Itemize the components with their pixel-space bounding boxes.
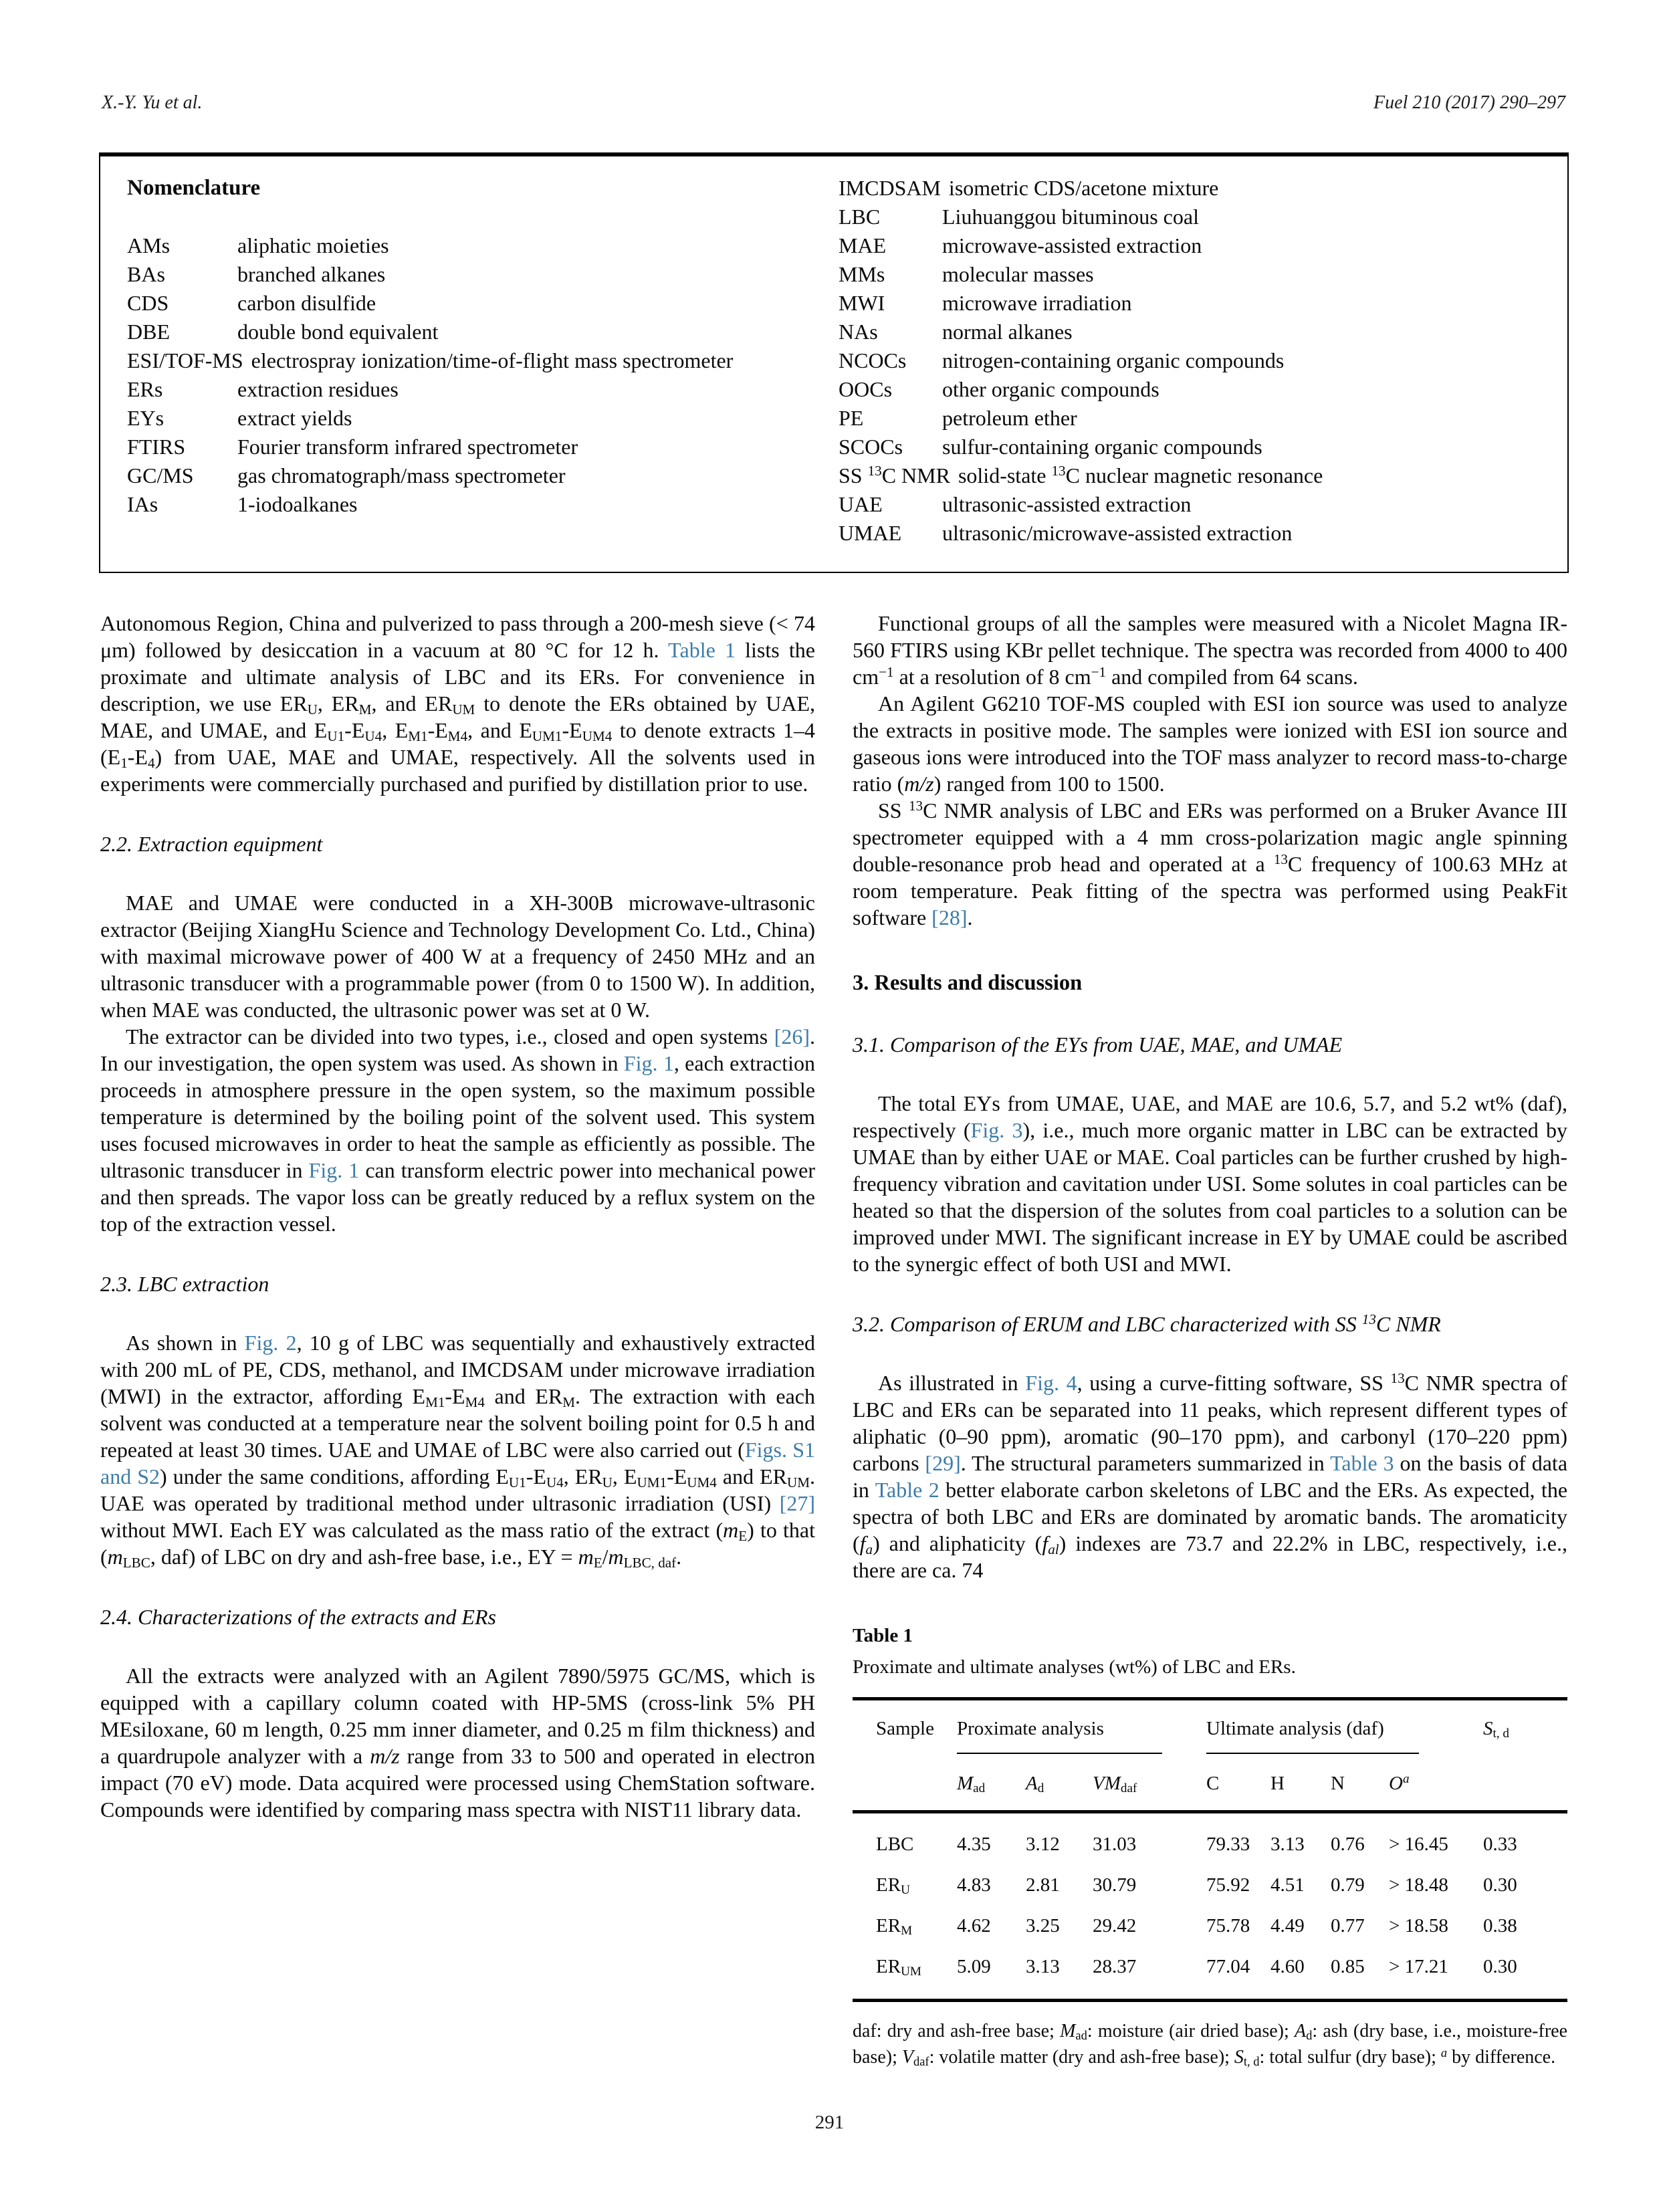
table1-sample-cell: $ER_{UM}$ — [876, 1956, 921, 1979]
nomenclature-abbreviation: IMCDSAM — [839, 176, 941, 200]
table1-value-cell: 4.51 — [1270, 1874, 1305, 1896]
nomenclature-entry — [839, 346, 1542, 375]
paragraph: As shown in Fig. 2, 10 g of LBC was sequentially and exhaustively extracted with 200 mL of PE, CDS, methanol, and IMCDSAM under microwave irradiation (MWI) in the extractor, affording $E_{M1}-E_{M4}$ and $ER_M$. The extraction with each solvent was conducted at a temperature near the solvent boiling point for 0.5 h and repeated at least 30 times. UAE and UMAE of LBC were also carried out (Figs. S1 and S2) under the same conditions, affording $E_{U1}-E_{U4}$, $ER_U$, $E_{UM1}-E_{UM4}$ and $ER_{UM}$. UAE was operated by traditional method under ultrasonic irradiation (USI) [27] without MWI. Each EY was calculated as the mass ratio of the extract $(m_E)$ to that ($m_{LBC}$, daf) of LBC on dry and ash-free base, i.e., EY = $m_E/m_{LBC, daf}$. — [100, 1331, 816, 1571]
nomenclature-abbreviation: DBE — [127, 320, 170, 344]
nomenclature-abbreviation: EYs — [127, 406, 164, 430]
running-head-authors: X.-Y. Yu et al. — [102, 92, 203, 113]
table1-subheader-h: H — [1270, 1754, 1331, 1812]
table1-value-cell: 4.35 — [957, 1834, 991, 1855]
left-column — [100, 610, 815, 2070]
citation-link[interactable]: Figs. S1 and S2 — [100, 1438, 816, 1488]
nomenclature-abbreviation: OOCs — [839, 377, 893, 401]
nomenclature-title: Nomenclature — [127, 176, 261, 200]
nomenclature-definition: aliphatic moieties — [237, 233, 389, 257]
table1-value-cell: 0.77 — [1331, 1915, 1365, 1937]
citation-link[interactable]: Table 3 — [1330, 1451, 1394, 1475]
citation-link[interactable]: Fig. 4 — [1025, 1371, 1077, 1395]
table1-footnote: daf: dry and ash-free base; $M_{ad}$: moisture (air dried base); $A_d$: ash (dry base, i.e., moisture-free base); $V_{daf}$: volatile matter (dry and ash-free base); $S_{t, d}$: total sulfur (dry base); $^a$ by difference. — [853, 2021, 1567, 2069]
nomenclature-definition: double bond equivalent — [237, 320, 439, 344]
nomenclature-definition: sulfur-containing organic compounds — [942, 435, 1262, 459]
nomenclature-entry — [127, 461, 835, 490]
nomenclature-definition: normal alkanes — [942, 320, 1073, 344]
running-head-journal: Fuel 210 (2017) 290–297 — [1373, 92, 1565, 113]
table-row — [853, 1812, 1567, 1862]
nomenclature-definition: microwave irradiation — [942, 291, 1132, 315]
nomenclature-entry — [839, 490, 1542, 519]
table1-value-cell: > 17.21 — [1389, 1956, 1448, 1977]
nomenclature-entry — [127, 404, 835, 433]
nomenclature-entry — [127, 490, 835, 519]
table1-value-cell: 29.42 — [1093, 1915, 1137, 1937]
nomenclature-definition: Fourier transform infrared spectrometer — [237, 435, 578, 459]
table1-value-cell: 4.60 — [1270, 1956, 1305, 1977]
nomenclature-entry — [127, 231, 835, 260]
section-heading-3-1: 3.1. Comparison of the EYs from UAE, MAE, and UMAE — [853, 1032, 1343, 1057]
nomenclature-abbreviation: NAs — [839, 320, 878, 344]
nomenclature-abbreviation: AMs — [127, 233, 171, 257]
paragraph: MAE and UMAE were conducted in a XH-300B microwave-ultrasonic extractor (Beijing XiangHu Science and Technology Development Co. Ltd., China) with maximal microwave power of 400 W at a frequency of 2450 MHz and an ultrasonic transducer with a programmable power (from 0 to 1500 W). In addition, when MAE was conducted, the ultrasonic power was set at 0 W. — [100, 891, 815, 1022]
table1-sample-cell: $ER_M$ — [876, 1915, 913, 1939]
table1-value-cell: 4.49 — [1270, 1915, 1305, 1937]
citation-link[interactable]: Fig. 1 — [308, 1158, 360, 1182]
citation-link[interactable]: Table 2 — [875, 1478, 939, 1502]
table1-value-cell: 0.38 — [1483, 1915, 1517, 1937]
nomenclature-definition: extract yields — [237, 406, 352, 430]
nomenclature-definition: ultrasonic/microwave-assisted extraction — [942, 521, 1293, 545]
nomenclature-abbreviation: MMs — [839, 262, 885, 286]
nomenclature-entry — [127, 318, 835, 346]
nomenclature-abbreviation: SCOCs — [839, 435, 903, 459]
table1-value-cell: 3.12 — [1026, 1834, 1060, 1855]
table1-header-ultimate: Ultimate analysis (daf) — [1206, 1699, 1483, 1755]
citation-link[interactable]: [27] — [779, 1491, 815, 1515]
paragraph: As illustrated in Fig. 4, using a curve-fitting software, SS $^{13}$C NMR spectra of LBC and ERs can be separated into 11 peaks, which represent different types of aliphatic (0–90 ppm), aromatic (90–170 ppm), and carbonyl (170–220 ppm) carbons [29]. The structural parameters summarized in Table 3 on the basis of data in Table 2 better elaborate carbon skeletons of LBC and the ERs. As expected, the spectra of both LBC and ERs are dominated by aromatic bands. The aromaticity $(f_a)$ and aliphaticity $(f_{al})$ indexes are 73.7 and 22.2% in LBC, respectively, i.e., there are ca. 74 — [853, 1370, 1568, 1582]
table1-value-cell: 28.37 — [1093, 1956, 1137, 1977]
table1-value-cell: 75.78 — [1206, 1915, 1250, 1937]
page-number: 291 — [814, 2112, 845, 2133]
table1-subheader-mad: $M_{ad}$ — [957, 1754, 1026, 1812]
right-column — [853, 610, 1567, 2070]
nomenclature-abbreviation: IAs — [127, 492, 158, 516]
paragraph: Functional groups of all the samples were measured with a Nicolet Magna IR-560 FTIRS using KBr pellet technique. The spectra was recorded from 4000 to 400 $cm^{-1}$ at a resolution of 8 $cm^{-1}$ and compiled from 64 scans. — [853, 611, 1567, 689]
nomenclature-abbreviation: CDS — [127, 291, 169, 315]
body-columns — [100, 610, 1568, 2070]
table1-value-cell: 77.04 — [1206, 1956, 1250, 1977]
table1-label: Table 1 — [853, 1625, 913, 1646]
table1-header-sulfur: $S_{t, d}$ — [1483, 1699, 1567, 1812]
section-heading-2-4: 2.4. Characterizations of the extracts and ERs — [100, 1605, 496, 1629]
paragraph: The extractor can be divided into two types, i.e., closed and open systems [26]. In our investigation, the open system was used. As shown in Fig. 1, each extraction proceeds in atmosphere pressure in the open system, so the maximum possible temperature is determined by the boiling point of the solvent used. This system uses focused microwaves in order to heat the sample as efficiently as possible. The ultrasonic transducer in Fig. 1 can transform electric power into mechanical power and then spreads. The vapor loss can be greatly reduced by a reflux system on the top of the extraction vessel. — [100, 1024, 816, 1236]
table1-body — [853, 1812, 1567, 2001]
section-heading-3: 3. Results and discussion — [853, 971, 1083, 995]
nomenclature-definition: Liuhuanggou bituminous coal — [942, 205, 1199, 229]
nomenclature-definition: extraction residues — [237, 377, 399, 401]
section-heading-2-3: 2.3. LBC extraction — [100, 1272, 269, 1296]
table1-value-cell: 4.83 — [957, 1874, 991, 1896]
nomenclature-definition: nitrogen-containing organic compounds — [942, 348, 1285, 372]
nomenclature-definition: petroleum ether — [942, 406, 1077, 430]
nomenclature-right-column — [835, 174, 1542, 548]
nomenclature-definition: ultrasonic-assisted extraction — [942, 492, 1192, 516]
table1-subheader-n: N — [1331, 1754, 1389, 1812]
table1-caption: Proximate and ultimate analyses (wt%) of LBC and ERs. — [853, 1656, 1296, 1678]
nomenclature-entry — [127, 433, 835, 461]
nomenclature-entry — [839, 260, 1542, 289]
nomenclature-abbreviation: UMAE — [839, 521, 902, 545]
nomenclature-definition: gas chromatograph/mass spectrometer — [237, 463, 566, 487]
citation-link[interactable]: [29] — [925, 1451, 961, 1475]
table1-value-cell: 0.33 — [1483, 1834, 1517, 1855]
table1-block — [853, 1622, 1567, 2070]
table-row — [853, 1943, 1567, 2001]
paragraph: An Agilent G6210 TOF-MS coupled with ESI ion source was used to analyze the extracts in positive mode. The samples were ionized with ESI ion source and gaseous ions were introduced into the TOF mass analyzer to record mass-to-charge ratio (m/z) ranged from 100 to 1500. — [853, 691, 1567, 796]
section-heading-2-2: 2.2. Extraction equipment — [100, 832, 323, 856]
nomenclature-entry — [839, 519, 1542, 548]
table1-value-cell: > 18.48 — [1389, 1874, 1448, 1896]
nomenclature-left-column — [127, 174, 835, 548]
table1-subheader-c: C — [1206, 1754, 1270, 1812]
nomenclature-left-list — [127, 231, 835, 519]
nomenclature-entry — [839, 203, 1542, 231]
paragraph-intro: Autonomous Region, China and pulverized to pass through a 200-mesh sieve (< 74 μm) followed by desiccation in a vacuum at 80 °C for 12 h. Table 1 lists the proximate and ultimate analysis of LBC and its ERs. For convenience in description, we use $ER_U$, $ER_M$, and $ER_{UM}$ to denote the ERs obtained by UAE, MAE, and UMAE, and $E_{U1}-E_{U4}$, $E_{M1}-E_{M4}$, and $E_{UM1}-E_{UM4}$ to denote extracts 1–4 $(E_1-E_4)$ from UAE, MAE and UMAE, respectively. All the solvents used in experiments were commercially purchased and purified by distillation prior to use. — [100, 611, 816, 796]
nomenclature-abbreviation: GC/MS — [127, 463, 194, 487]
nomenclature-abbreviation: NCOCs — [839, 348, 907, 372]
paragraph: The total EYs from UMAE, UAE, and MAE are 10.6, 5.7, and 5.2 wt% (daf), respectively (Fig. 3), i.e., much more organic matter in LBC can be extracted by UMAE than by either UAE or MAE. Coal particles can be further crushed by high-frequency vibration and cavitation under USI. Some solutes in coal particles can be heated so that the dispersion of the solutes from coal particles to a solution can be improved under MWI. The significant increase in EY by UMAE could be ascribed to the synergic effect of both USI and MWI. — [853, 1091, 1568, 1276]
nomenclature-definition: branched alkanes — [237, 262, 386, 286]
nomenclature-abbreviation: UAE — [839, 492, 883, 516]
nomenclature-entry — [839, 461, 1542, 490]
table1-value-cell: 0.30 — [1483, 1956, 1517, 1977]
table1-value-cell: 79.33 — [1206, 1834, 1250, 1855]
table1-value-cell: 0.85 — [1331, 1956, 1365, 1977]
nomenclature-abbreviation: FTIRS — [127, 435, 186, 459]
nomenclature-entry — [127, 289, 835, 318]
nomenclature-definition: microwave-assisted extraction — [942, 233, 1202, 257]
nomenclature-definition: solid-state $^{13}$C nuclear magnetic resonance — [958, 463, 1323, 487]
nomenclature-abbreviation: BAs — [127, 262, 165, 286]
nomenclature-definition: 1-iodoalkanes — [237, 492, 358, 516]
nomenclature-entry — [839, 375, 1542, 404]
citation-link[interactable]: Fig. 2 — [244, 1331, 297, 1355]
nomenclature-entry — [839, 289, 1542, 318]
table1-value-cell: 3.25 — [1026, 1915, 1060, 1937]
nomenclature-definition: molecular masses — [942, 262, 1094, 286]
table1-value-cell: 5.09 — [957, 1956, 991, 1977]
table1-sample-cell: LBC — [876, 1834, 914, 1855]
section-heading-3-2: 3.2. Comparison of ERUM and LBC characterized with SS $^{13}$C NMR — [853, 1311, 1441, 1336]
table1-subheader-o: $O^a$ — [1389, 1754, 1483, 1812]
paragraph: All the extracts were analyzed with an Agilent 7890/5975 GC/MS, which is equipped with a capillary column coated with HP-5MS (cross-link 5% PH MEsiloxane, 60 m length, 0.25 mm inner diameter, and 0.25 m film thickness) and a quardrupole analyzer with a m/z range from 33 to 500 and operated in electron impact (70 eV) mode. Data acquired were processed using ChemStation software. Compounds were identified by comparing mass spectra with NIST11 library data. — [100, 1664, 816, 1821]
nomenclature-abbreviation: MWI — [839, 291, 885, 315]
nomenclature-abbreviation: ERs — [127, 377, 163, 401]
table1-sample-cell: $ER_U$ — [876, 1874, 910, 1898]
nomenclature-definition: isometric CDS/acetone mixture — [948, 176, 1219, 200]
nomenclature-entry — [839, 318, 1542, 346]
table1 — [853, 1697, 1567, 2002]
nomenclature-abbreviation: MAE — [839, 233, 887, 257]
citation-link[interactable]: [26] — [774, 1024, 810, 1048]
table-row — [853, 1862, 1567, 1902]
table1-value-cell: 75.92 — [1206, 1874, 1250, 1896]
table1-value-cell: > 16.45 — [1389, 1834, 1448, 1855]
paragraph: SS $^{13}$C NMR analysis of LBC and ERs was performed on a Bruker Avance III spectrometer equipped with a 4 mm cross-polarization magic angle spinning double-resonance prob head and operated at a $^{13}$C frequency of 100.63 MHz at room temperature. Peak fitting of the spectra was performed using PeakFit software [28]. — [853, 798, 1568, 929]
table1-value-cell: 3.13 — [1270, 1834, 1305, 1855]
citation-link[interactable]: Fig. 1 — [623, 1051, 674, 1075]
table1-value-cell: 30.79 — [1093, 1874, 1137, 1896]
table1-value-cell: 2.81 — [1026, 1874, 1060, 1896]
nomenclature-box — [99, 152, 1569, 573]
table1-subheader-ad: $A_d$ — [1026, 1754, 1093, 1812]
table1-value-cell: 0.79 — [1331, 1874, 1365, 1896]
nomenclature-abbreviation: LBC — [839, 205, 881, 229]
nomenclature-entry — [839, 433, 1542, 461]
nomenclature-entry — [127, 346, 835, 375]
nomenclature-abbreviation: SS $^{13}$C NMR — [839, 463, 950, 487]
nomenclature-definition: other organic compounds — [942, 377, 1159, 401]
nomenclature-entry — [839, 404, 1542, 433]
table1-subheader-vmdaf: $VM_{daf}$ — [1093, 1754, 1206, 1812]
nomenclature-abbreviation: PE — [839, 406, 864, 430]
nomenclature-definition: carbon disulfide — [237, 291, 376, 315]
citation-link[interactable]: Fig. 3 — [970, 1118, 1023, 1142]
nomenclature-definition: electrospray ionization/time-of-flight mass spectrometer — [251, 348, 734, 372]
spacer — [127, 203, 835, 231]
citation-link[interactable]: Table 1 — [668, 638, 736, 662]
table1-value-cell: 31.03 — [1093, 1834, 1137, 1855]
table1-value-cell: 0.76 — [1331, 1834, 1365, 1855]
nomenclature-abbreviation: ESI/TOF-MS — [127, 348, 243, 372]
citation-link[interactable]: [28] — [931, 905, 968, 929]
nomenclature-entry — [839, 231, 1542, 260]
nomenclature-entry — [127, 375, 835, 404]
table1-value-cell: 3.13 — [1026, 1956, 1060, 1977]
table1-header-proximate: Proximate analysis — [957, 1699, 1206, 1755]
running-head — [102, 92, 1565, 114]
table1-value-cell: 0.30 — [1483, 1874, 1517, 1896]
nomenclature-entry — [127, 260, 835, 289]
table1-header-sample: Sample — [853, 1699, 957, 1812]
nomenclature-entry — [839, 174, 1542, 203]
table1-value-cell: > 18.58 — [1389, 1915, 1448, 1937]
nomenclature-right-list — [839, 174, 1542, 548]
table1-value-cell: 4.62 — [957, 1915, 991, 1937]
table-row — [853, 1902, 1567, 1943]
